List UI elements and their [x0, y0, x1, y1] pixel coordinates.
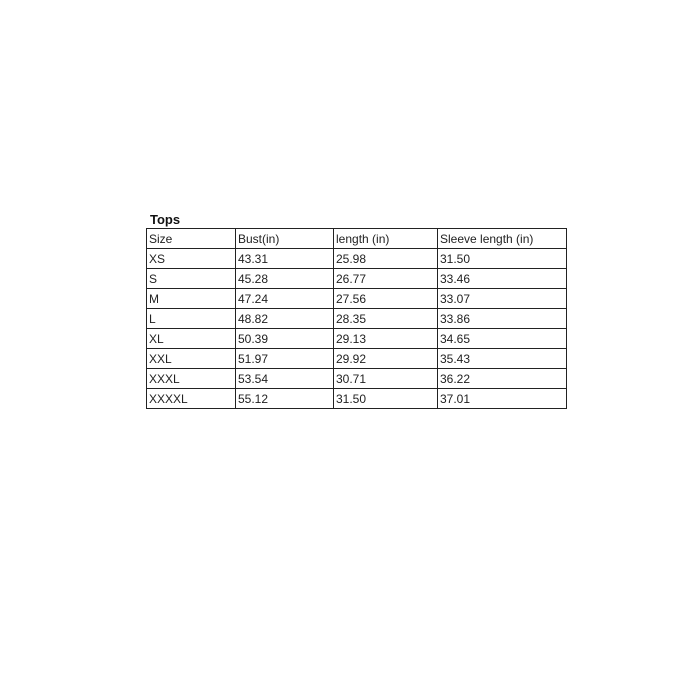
table-row: [147, 329, 567, 349]
cell-size: M: [147, 289, 236, 309]
table-row: [147, 269, 567, 289]
table-row: [147, 289, 567, 309]
header-size: Size: [147, 229, 236, 249]
cell-bust: 55.12: [236, 389, 334, 409]
cell-sleeve-length: 33.07: [438, 289, 567, 309]
size-chart: [146, 212, 567, 409]
cell-size: S: [147, 269, 236, 289]
cell-length: 27.56: [334, 289, 438, 309]
cell-size: XXXXL: [147, 389, 236, 409]
cell-size: L: [147, 309, 236, 329]
cell-bust: 43.31: [236, 249, 334, 269]
chart-title: Tops: [150, 212, 181, 227]
table-row: [147, 389, 567, 409]
cell-length: 25.98: [334, 249, 438, 269]
cell-size: XS: [147, 249, 236, 269]
table-row: [147, 249, 567, 269]
cell-bust: 53.54: [236, 369, 334, 389]
cell-size: XXL: [147, 349, 236, 369]
cell-size: XL: [147, 329, 236, 349]
cell-bust: 50.39: [236, 329, 334, 349]
size-table: [146, 228, 567, 409]
cell-size: XXXL: [147, 369, 236, 389]
table-row: [147, 349, 567, 369]
header-row: [147, 229, 567, 249]
cell-sleeve-length: 37.01: [438, 389, 567, 409]
cell-length: 29.13: [334, 329, 438, 349]
cell-length: 26.77: [334, 269, 438, 289]
cell-bust: 51.97: [236, 349, 334, 369]
cell-length: 30.71: [334, 369, 438, 389]
header-length: length (in): [334, 229, 438, 249]
cell-sleeve-length: 33.46: [438, 269, 567, 289]
cell-sleeve-length: 36.22: [438, 369, 567, 389]
cell-sleeve-length: 33.86: [438, 309, 567, 329]
cell-bust: 45.28: [236, 269, 334, 289]
cell-sleeve-length: 35.43: [438, 349, 567, 369]
table-row: [147, 309, 567, 329]
cell-sleeve-length: 34.65: [438, 329, 567, 349]
cell-bust: 47.24: [236, 289, 334, 309]
cell-bust: 48.82: [236, 309, 334, 329]
table-row: [147, 369, 567, 389]
cell-length: 28.35: [334, 309, 438, 329]
cell-length: 29.92: [334, 349, 438, 369]
header-sleeve-length: Sleeve length (in): [438, 229, 567, 249]
cell-length: 31.50: [334, 389, 438, 409]
header-bust: Bust(in): [236, 229, 334, 249]
cell-sleeve-length: 31.50: [438, 249, 567, 269]
